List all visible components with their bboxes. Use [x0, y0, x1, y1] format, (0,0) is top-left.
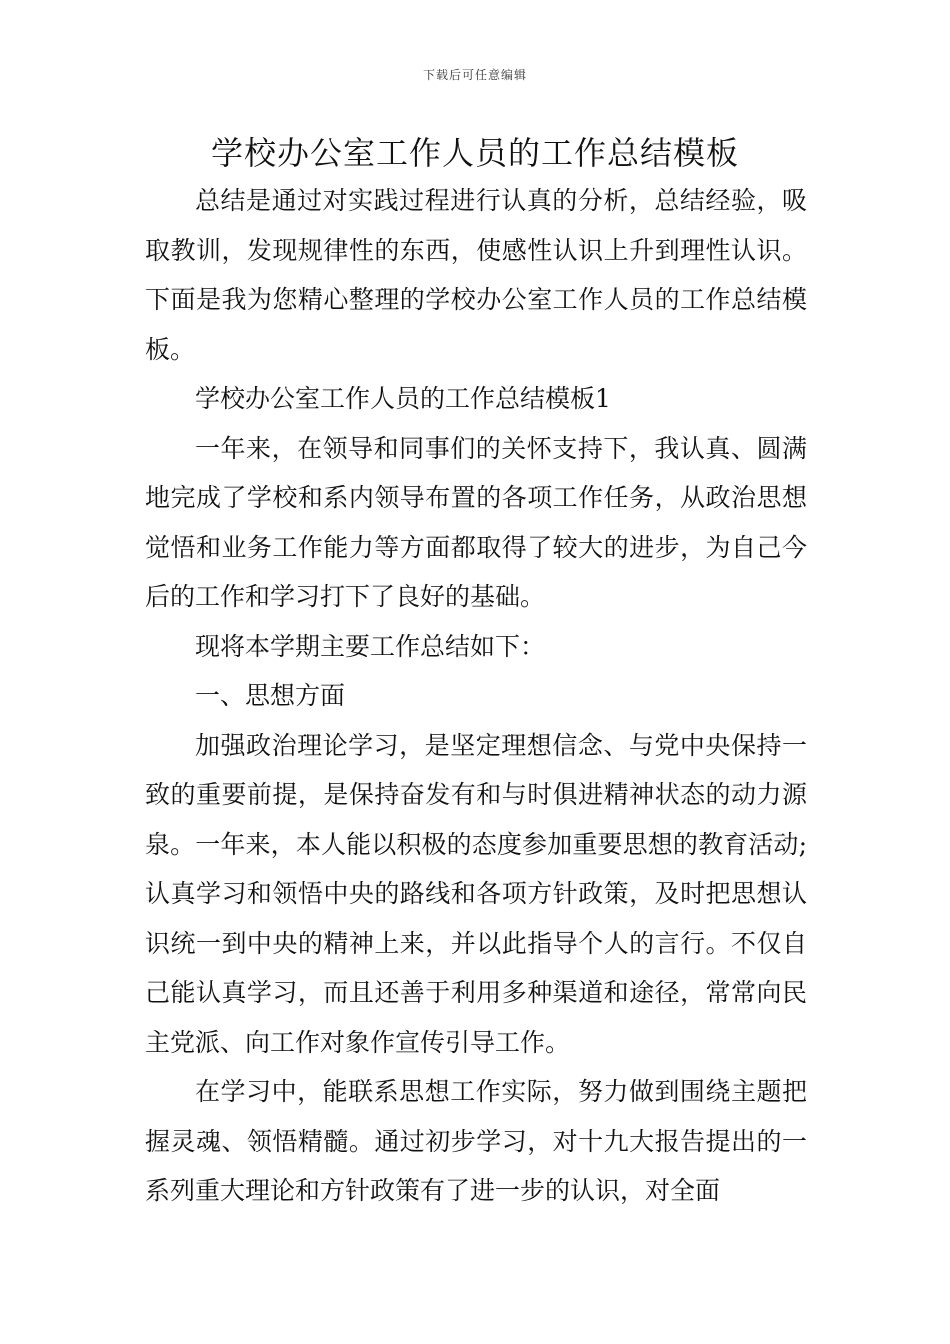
paragraph-summary-lead: 现将本学期主要工作总结如下：: [195, 631, 546, 661]
paragraph-learning: 在学习中，能联系思想工作实际，努力做到围绕主题把握灵魂、领悟精髓。通过初步学习，对十九大报告提出的一系列重大理论和方针政策有了进一步的认识，对全面: [145, 1077, 807, 1205]
paragraph-template-heading: 学校办公室工作人员的工作总结模板1: [195, 384, 611, 413]
paragraph-political-study: 加强政治理论学习，是坚定理想信念、与党中央保持一致的重要前提，是保持奋发有和与时俱进精神状态的动力源泉。一年来，本人能以积极的态度参加重要思想的教育活动;认真学习和领悟中央的路线和各项方针政策，及时把思想认识统一到中央的精神上来，并以此指导个人的言行。不仅自己能认真学习，而且还善于利用多种渠道和途径，常常向民主党派、向工作对象作宣传引导工作。: [145, 730, 807, 1057]
document-body: [145, 176, 807, 1216]
header-note: 下载后可任意编辑: [422, 68, 527, 82]
paragraph-intro: 总结是通过对实践过程进行认真的分析，总结经验，吸取教训，发现规律性的东西，使感性认识上升到理性认识。下面是我为您精心整理的学校办公室工作人员的工作总结模板。: [145, 186, 807, 364]
paragraph-section-heading: 一、思想方面: [195, 681, 346, 710]
document-title: 学校办公室工作人员的工作总结模板: [210, 134, 739, 172]
paragraph-year-review: 一年来，在领导和同事们的关怀支持下，我认真、圆满地完成了学校和系内领导布置的各项工作任务，从政治思想觉悟和业务工作能力等方面都取得了较大的进步，为自己今后的工作和学习打下了良好的基础。: [145, 433, 807, 611]
